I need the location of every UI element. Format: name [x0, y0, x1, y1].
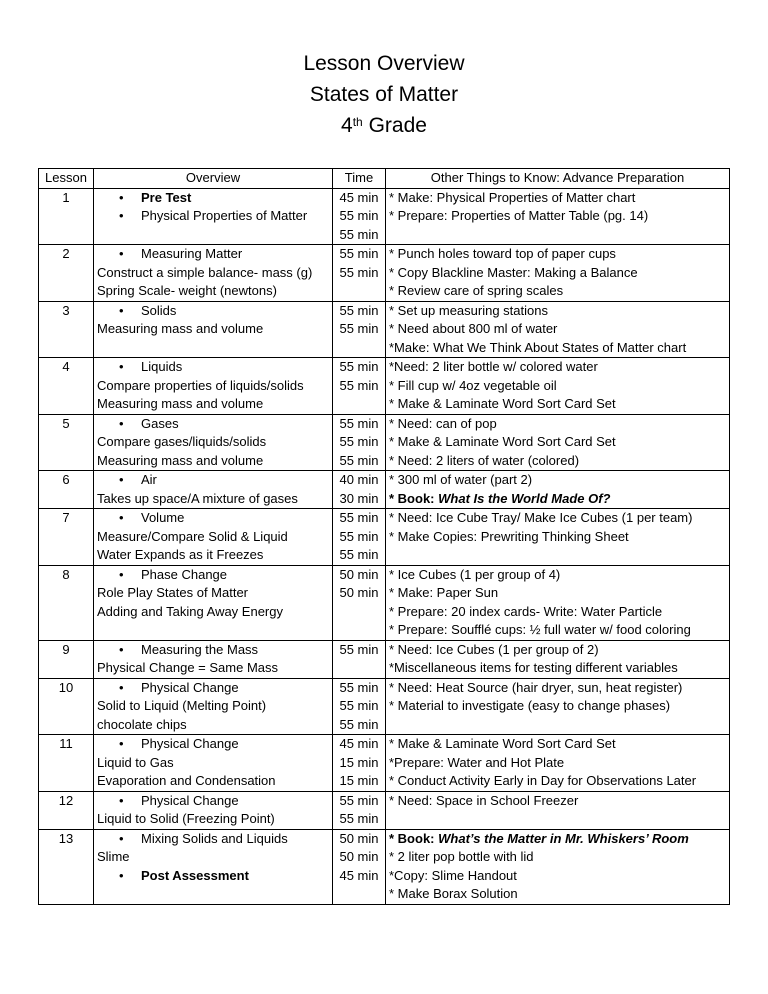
time-value: 55 min	[339, 377, 379, 393]
overview-bullet-item	[97, 415, 329, 434]
preparation-cell	[386, 471, 730, 509]
time-value: 55 min	[339, 528, 379, 544]
time-value: 15 min	[339, 754, 379, 770]
lesson-number: 1	[39, 188, 94, 245]
table-row	[39, 245, 730, 302]
overview-text: Measuring Matter	[141, 246, 243, 261]
overview-line	[97, 603, 329, 622]
overview-bullet-item	[97, 679, 329, 698]
overview-cell	[94, 471, 333, 509]
time-value: 45 min	[339, 736, 379, 751]
overview-bullet-item	[97, 735, 329, 754]
overview-line	[97, 584, 329, 603]
overview-line	[97, 716, 329, 735]
time-cell	[333, 358, 386, 415]
preparation-note: * Make & Laminate Word Sort Card Set	[389, 736, 616, 751]
overview-cell	[94, 565, 333, 640]
preparation-note: * Review care of spring scales	[389, 283, 564, 298]
preparation-note: * Prepare: Properties of Matter Table (pg. 14)	[389, 208, 649, 223]
preparation-note: * Make Borax Solution	[389, 886, 518, 901]
time-value: 30 min	[339, 490, 379, 506]
time-value: 50 min	[339, 566, 379, 582]
overview-text: Water Expands as it Freezes	[97, 547, 264, 562]
time-value: 40 min	[339, 472, 379, 487]
book-title: What’s the Matter in Mr. Whiskers’ Room	[438, 830, 689, 846]
time-value: 55 min	[339, 226, 379, 242]
book-label: * Book:	[389, 830, 439, 846]
overview-text: Volume	[141, 510, 185, 525]
book-note	[389, 490, 726, 509]
preparation-note: * Make & Laminate Word Sort Card Set	[389, 434, 616, 449]
overview-cell	[94, 509, 333, 566]
preparation-note: * Ice Cubes (1 per group of 4)	[389, 566, 561, 582]
lesson-number: 3	[39, 301, 94, 358]
time-cell	[333, 791, 386, 829]
time-value: 55 min	[339, 452, 379, 468]
time-cell	[333, 414, 386, 471]
overview-line	[97, 320, 329, 339]
book-label: * Book:	[389, 490, 439, 506]
time-value: 55 min	[339, 716, 379, 732]
book-title: What Is the World Made Of?	[438, 490, 611, 506]
overview-text: Construct a simple balance- mass (g)	[97, 264, 313, 280]
overview-text: Physical Change	[141, 679, 239, 695]
preparation-note: *Make: What We Think About States of Matter chart	[389, 339, 687, 355]
time-cell	[333, 565, 386, 640]
time-cell	[333, 829, 386, 904]
time-cell	[333, 640, 386, 678]
overview-cell	[94, 188, 333, 245]
preparation-note: * Make & Laminate Word Sort Card Set	[389, 396, 616, 411]
overview-line	[97, 697, 329, 716]
lesson-number: 9	[39, 640, 94, 678]
lesson-number: 4	[39, 358, 94, 415]
overview-text: Measuring mass and volume	[97, 452, 264, 468]
overview-text: Liquid to Solid (Freezing Point)	[97, 811, 275, 826]
title-line-2: States of Matter	[309, 83, 459, 106]
preparation-note: * Make Copies: Prewriting Thinking Sheet	[389, 528, 629, 544]
preparation-note: * Make: Paper Sun	[389, 585, 499, 600]
preparation-note: *Prepare: Water and Hot Plate	[389, 754, 565, 770]
lesson-number: 8	[39, 565, 94, 640]
preparation-cell	[386, 829, 730, 904]
preparation-note: * 2 liter pop bottle with lid	[389, 849, 534, 864]
table-row	[39, 829, 730, 904]
overview-cell	[94, 640, 333, 678]
time-value: 55 min	[339, 547, 379, 562]
overview-bullet-item	[97, 830, 329, 849]
time-value: 55 min	[339, 510, 379, 525]
preparation-note: * Need: can of pop	[389, 415, 497, 431]
lesson-number: 2	[39, 245, 94, 302]
table-row	[39, 735, 730, 792]
table-row	[39, 678, 730, 735]
overview-text: Measuring mass and volume	[97, 321, 264, 336]
overview-text: Evaporation and Condensation	[97, 773, 276, 788]
time-value: 55 min	[339, 208, 379, 223]
preparation-note: * Make: Physical Properties of Matter chart	[389, 189, 636, 205]
time-cell	[333, 678, 386, 735]
preparation-cell	[386, 565, 730, 640]
preparation-note: * Need: Ice Cubes (1 per group of 2)	[389, 641, 599, 657]
overview-text: Solids	[141, 302, 177, 318]
lesson-number: 6	[39, 471, 94, 509]
grade-ordinal: th	[352, 115, 363, 129]
overview-cell	[94, 678, 333, 735]
overview-text: Liquid to Gas	[97, 754, 174, 770]
overview-line	[97, 395, 329, 414]
time-cell	[333, 509, 386, 566]
table-header-row	[39, 169, 730, 189]
preparation-cell	[386, 791, 730, 829]
time-value: 50 min	[339, 585, 379, 600]
overview-text: Adding and Taking Away Energy	[97, 603, 283, 619]
overview-text: Compare gases/liquids/solids	[97, 434, 267, 449]
table-row	[39, 188, 730, 245]
overview-bullet-item	[97, 792, 329, 811]
overview-text: Gases	[141, 415, 179, 431]
header-time: Time	[333, 169, 386, 189]
preparation-note: * Need: Ice Cube Tray/ Make Ice Cubes (1 per team)	[389, 510, 693, 525]
overview-cell	[94, 791, 333, 829]
overview-text: Slime	[97, 849, 130, 864]
overview-bullet-item	[97, 509, 329, 528]
overview-bullet-item	[97, 566, 329, 585]
overview-line	[97, 490, 329, 509]
preparation-note: * Conduct Activity Early in Day for Observations Later	[389, 773, 697, 788]
preparation-cell	[386, 358, 730, 415]
overview-text: Physical Change	[141, 792, 239, 808]
preparation-note: *Need: 2 liter bottle w/ colored water	[389, 359, 598, 374]
lesson-number: 12	[39, 791, 94, 829]
time-cell	[333, 245, 386, 302]
table-row	[39, 509, 730, 566]
time-value: 55 min	[339, 792, 379, 808]
time-value: 55 min	[339, 321, 379, 336]
preparation-note: * 300 ml of water (part 2)	[389, 472, 533, 487]
preparation-note: * Copy Blackline Master: Making a Balance	[389, 264, 638, 280]
overview-bullet-item	[97, 189, 329, 208]
lesson-number: 10	[39, 678, 94, 735]
header-lesson: Lesson	[39, 169, 94, 189]
preparation-note: * Need: Heat Source (hair dryer, sun, heat register)	[389, 679, 683, 695]
overview-cell	[94, 301, 333, 358]
overview-text: Pre Test	[141, 189, 192, 205]
preparation-note: *Copy: Slime Handout	[389, 867, 517, 883]
time-value: 55 min	[339, 698, 379, 713]
overview-text: Takes up space/A mixture of gases	[97, 490, 298, 506]
overview-line	[97, 659, 329, 678]
time-value: 55 min	[339, 264, 379, 280]
lesson-table	[38, 168, 730, 905]
time-value: 45 min	[339, 867, 379, 883]
table-row	[39, 301, 730, 358]
preparation-cell	[386, 678, 730, 735]
title-line-1: Lesson Overview	[303, 52, 465, 75]
overview-cell	[94, 358, 333, 415]
overview-text: Measure/Compare Solid & Liquid	[97, 528, 288, 544]
overview-bullet-item	[97, 207, 329, 226]
grade-number: 4	[341, 114, 353, 137]
time-value: 50 min	[339, 849, 379, 864]
time-value: 55 min	[339, 811, 379, 826]
overview-text: Spring Scale- weight (newtons)	[97, 283, 277, 298]
preparation-note: * Prepare: Soufflé cups: ½ full water w/ food coloring	[389, 622, 691, 637]
overview-bullet-item	[97, 358, 329, 377]
overview-text: chocolate chips	[97, 716, 187, 732]
grade-word: Grade	[368, 114, 427, 137]
overview-text: Measuring the Mass	[141, 641, 259, 657]
overview-cell	[94, 414, 333, 471]
preparation-note: * Set up measuring stations	[389, 302, 548, 318]
overview-cell	[94, 829, 333, 904]
overview-bullet-item	[97, 867, 329, 886]
time-value: 55 min	[339, 679, 379, 695]
preparation-note: * Need about 800 ml of water	[389, 321, 558, 336]
overview-text: Liquids	[141, 359, 183, 374]
book-note	[389, 830, 726, 849]
preparation-cell	[386, 245, 730, 302]
time-value: 55 min	[339, 359, 379, 374]
document-title	[0, 48, 768, 141]
table-row	[39, 791, 730, 829]
overview-text: Physical Properties of Matter	[141, 208, 308, 223]
overview-line	[97, 433, 329, 452]
preparation-cell	[386, 640, 730, 678]
header-other: Other Things to Know: Advance Preparation	[386, 169, 730, 189]
overview-line	[97, 528, 329, 547]
preparation-note: * Need: Space in School Freezer	[389, 792, 579, 808]
preparation-cell	[386, 301, 730, 358]
lesson-number: 5	[39, 414, 94, 471]
overview-text: Solid to Liquid (Melting Point)	[97, 698, 267, 713]
overview-bullet-item	[97, 641, 329, 660]
overview-line	[97, 772, 329, 791]
overview-text: Phase Change	[141, 566, 228, 582]
time-value: 55 min	[339, 434, 379, 449]
preparation-note: * Punch holes toward top of paper cups	[389, 246, 616, 261]
lesson-number: 11	[39, 735, 94, 792]
overview-text: Compare properties of liquids/solids	[97, 377, 304, 393]
table-row	[39, 565, 730, 640]
preparation-note: * Prepare: 20 index cards- Write: Water Particle	[389, 603, 663, 619]
overview-cell	[94, 245, 333, 302]
lesson-number: 13	[39, 829, 94, 904]
overview-text: Physical Change	[141, 736, 239, 751]
preparation-cell	[386, 509, 730, 566]
preparation-note: * Material to investigate (easy to change phases)	[389, 698, 671, 713]
title-grade	[0, 110, 768, 141]
time-cell	[333, 471, 386, 509]
header-overview: Overview	[94, 169, 333, 189]
overview-line	[97, 848, 329, 867]
time-value: 55 min	[339, 246, 379, 261]
table-body	[39, 188, 730, 904]
overview-bullet-item	[97, 471, 329, 490]
overview-cell	[94, 735, 333, 792]
overview-line	[97, 810, 329, 829]
time-cell	[333, 188, 386, 245]
overview-bullet-item	[97, 302, 329, 321]
time-value: 15 min	[339, 773, 379, 788]
overview-line	[97, 264, 329, 283]
preparation-cell	[386, 188, 730, 245]
table-row	[39, 640, 730, 678]
overview-bullet-item	[97, 245, 329, 264]
lesson-number: 7	[39, 509, 94, 566]
time-value: 55 min	[339, 415, 379, 431]
time-cell	[333, 301, 386, 358]
table-row	[39, 358, 730, 415]
preparation-cell	[386, 414, 730, 471]
overview-text: Role Play States of Matter	[97, 585, 249, 600]
overview-line	[97, 754, 329, 773]
overview-line	[97, 282, 329, 301]
time-value: 55 min	[339, 641, 379, 657]
overview-text: Post Assessment	[141, 867, 249, 883]
overview-text: Measuring mass and volume	[97, 396, 264, 411]
table-row	[39, 471, 730, 509]
preparation-note: * Need: 2 liters of water (colored)	[389, 452, 580, 468]
time-cell	[333, 735, 386, 792]
time-value: 45 min	[339, 189, 379, 205]
overview-text: Air	[141, 472, 157, 487]
time-value: 50 min	[339, 830, 379, 846]
preparation-note: * Fill cup w/ 4oz vegetable oil	[389, 377, 557, 393]
time-value: 55 min	[339, 302, 379, 318]
overview-text: Mixing Solids and Liquids	[141, 830, 288, 846]
overview-line	[97, 452, 329, 471]
preparation-cell	[386, 735, 730, 792]
overview-text: Physical Change = Same Mass	[97, 660, 279, 675]
overview-line	[97, 546, 329, 565]
overview-line	[97, 377, 329, 396]
table-row	[39, 414, 730, 471]
preparation-note: *Miscellaneous items for testing different variables	[389, 660, 678, 675]
